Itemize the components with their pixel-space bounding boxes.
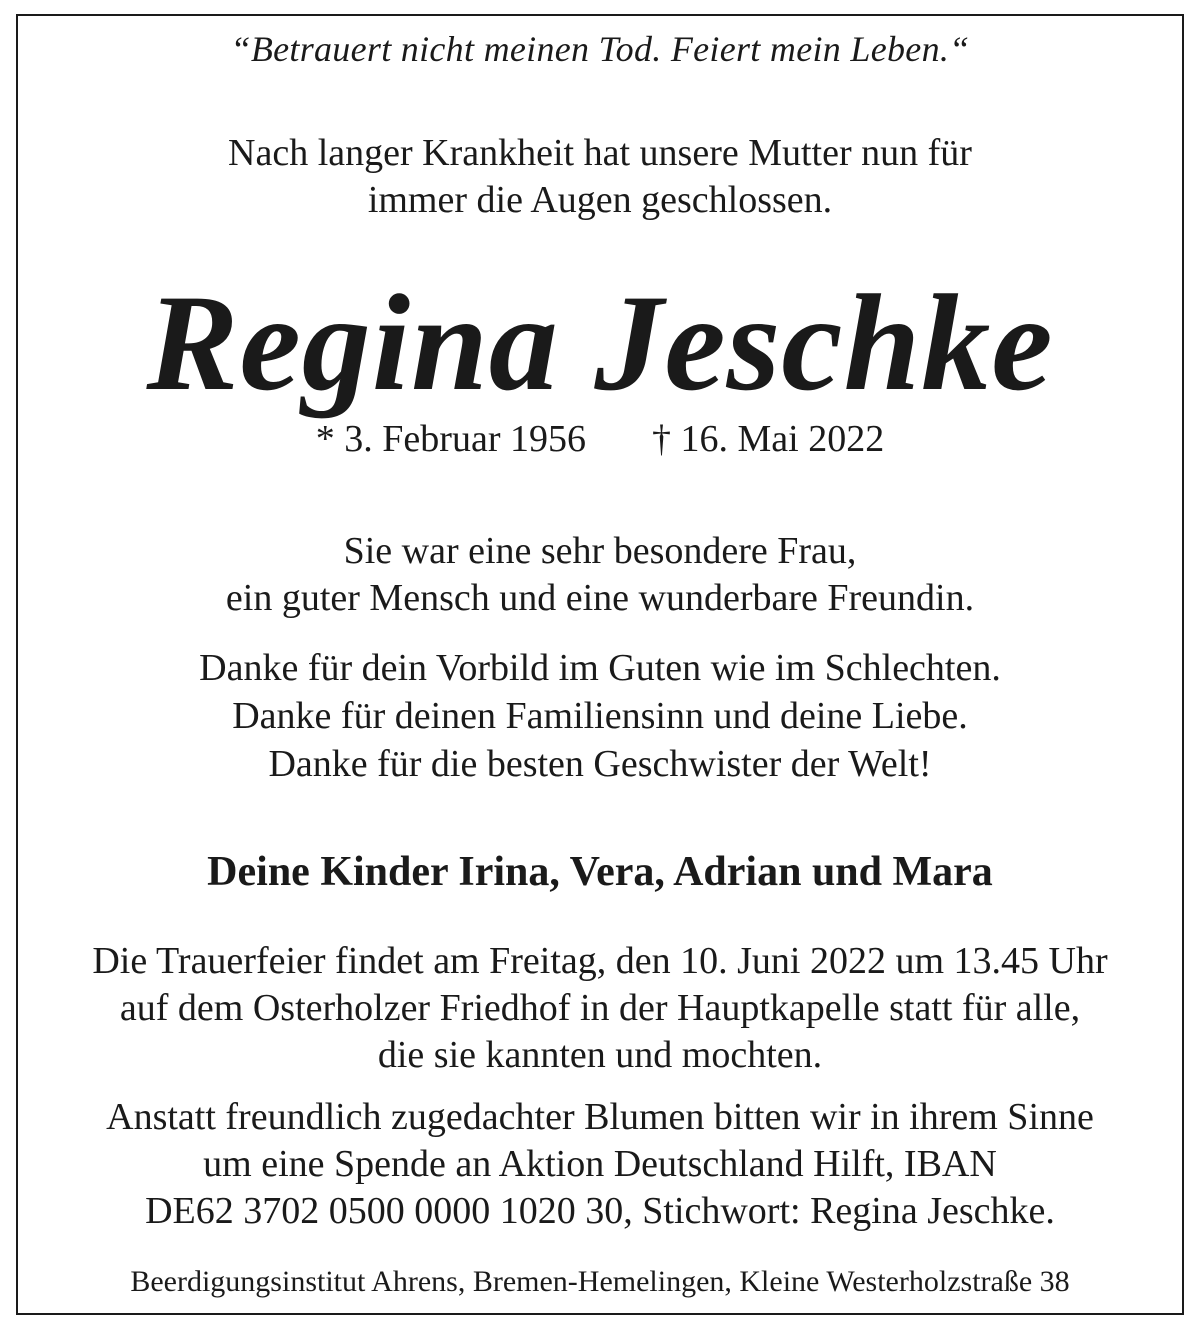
donation-line-2: um eine Spende an Aktion Deutschland Hilft, IBAN bbox=[203, 1143, 997, 1185]
tribute-line-1: Sie war eine sehr besondere Frau, bbox=[343, 530, 857, 572]
tribute-line-2: ein guter Mensch und eine wunderbare Freundin. bbox=[225, 577, 975, 619]
thanks-line-2: Danke für deinen Familiensinn und deine Liebe. bbox=[232, 695, 968, 737]
motto-quote: “Betrauert nicht meinen Tod. Feiert mein Leben.“ bbox=[230, 29, 970, 69]
life-dates bbox=[0, 416, 1200, 463]
donation-line-1: Anstatt freundlich zugedachter Blumen bitten wir in ihrem Sinne bbox=[106, 1096, 1094, 1138]
deceased-name: Regina Jeschke bbox=[146, 266, 1054, 419]
funeral-home-footer: Beerdigungsinstitut Ahrens, Bremen-Hemelingen, Kleine Westerholzstraße 38 bbox=[130, 1265, 1070, 1298]
service-line-2: auf dem Osterholzer Friedhof in der Hauptkapelle statt für alle, bbox=[119, 987, 1081, 1029]
intro-line-2: immer die Augen geschlossen. bbox=[367, 179, 833, 221]
intro-line-1: Nach langer Krankheit hat unsere Mutter nun für bbox=[228, 132, 972, 174]
birth-date: * 3. Februar 1956 bbox=[315, 418, 586, 460]
donation-line-3: DE62 3702 0500 0000 1020 30, Stichwort: Regina Jeschke. bbox=[145, 1190, 1055, 1232]
thanks-line-1: Danke für dein Vorbild im Guten wie im Schlechten. bbox=[199, 647, 1001, 689]
death-date: † 16. Mai 2022 bbox=[651, 418, 885, 460]
thanks-line-3: Danke für die besten Geschwister der Welt! bbox=[268, 743, 932, 785]
children-signature: Deine Kinder Irina, Vera, Adrian und Mara bbox=[207, 849, 993, 895]
service-line-1: Die Trauerfeier findet am Freitag, den 10. Juni 2022 um 13.45 Uhr bbox=[92, 940, 1108, 982]
service-line-3: die sie kannten und mochten. bbox=[377, 1034, 823, 1076]
